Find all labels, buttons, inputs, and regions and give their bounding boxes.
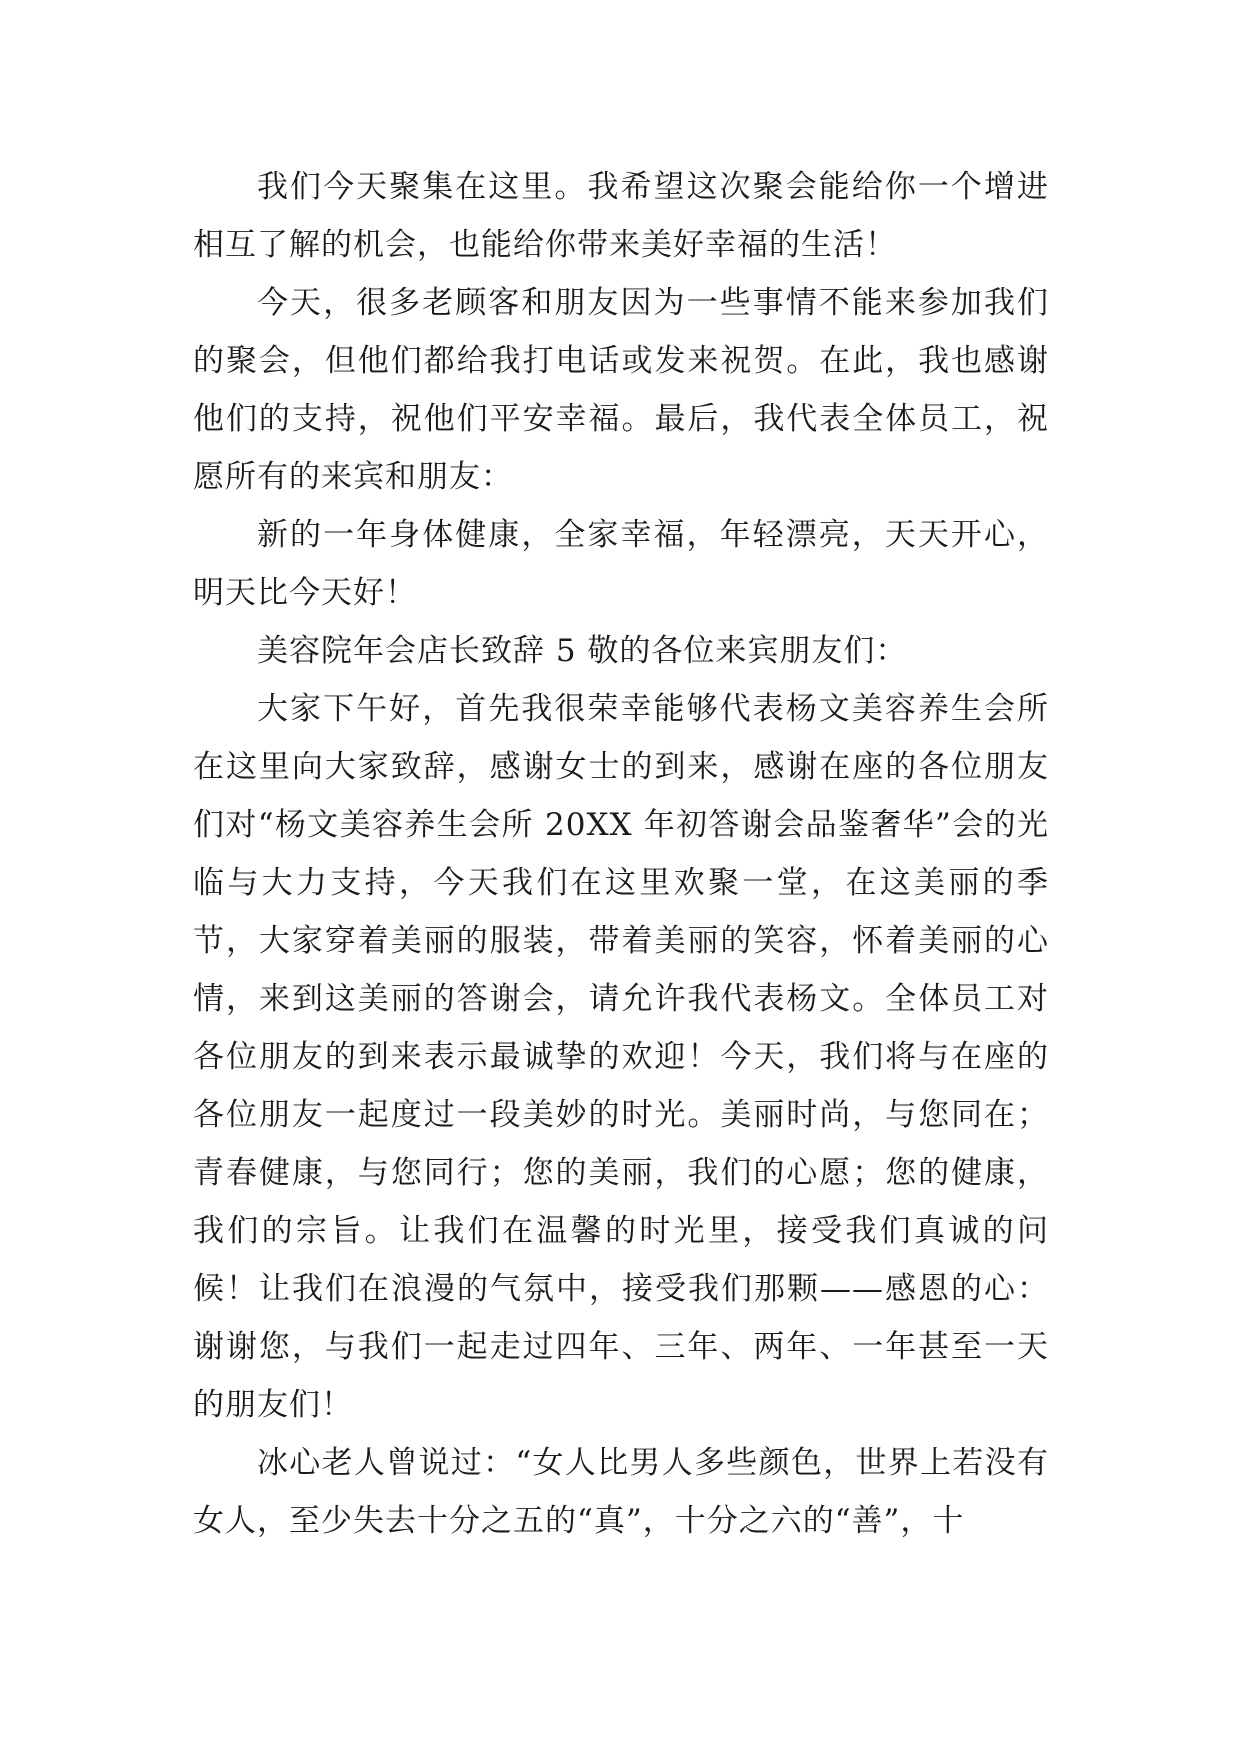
paragraph-gathering: 我们今天聚集在这里。我希望这次聚会能给你一个增进相互了解的机会，也能给你带来美好幸福的生活！	[193, 169, 1049, 263]
paragraph-welcome-speech: 大家下午好，首先我很荣幸能够代表杨文美容养生会所在这里向大家致辞，感谢女士的到来，感谢在座的各位朋友们对“杨文美容养生会所 20XX 年初答谢会品鉴奢华”会的光临与大力支持，今天我们在这里欢聚一堂，在这美丽的季节，大家穿着美丽的服装，带着美丽的笑容，怀着美丽的心情，来到这美丽的答谢会，请允许我代表杨文。全体员工对各位朋友的到来表示最诚挚的欢迎！今天，我们将与在座的各位朋友一起度过一段美妙的时光。美丽时尚，与您同在；青春健康，与您同行；您的美丽，我们的心愿；您的健康，我们的宗旨。让我们在温馨的时光里，接受我们真诚的问候！让我们在浪漫的气氛中，接受我们那颗——感恩的心：谢谢您，与我们一起走过四年、三年、两年、一年甚至一天的朋友们！	[193, 691, 1049, 1423]
paragraph-new-year-wishes: 新的一年身体健康，全家幸福，年轻漂亮，天天开心，明天比今天好！	[193, 517, 1049, 611]
document-body	[193, 158, 1049, 1550]
paragraph-bingxin-quote: 冰心老人曾说过：“女人比男人多些颜色，世界上若没有女人，至少失去十分之五的“真”，十分之六的“善”，十	[193, 1445, 1049, 1539]
paragraph-absent-guests: 今天，很多老顾客和朋友因为一些事情不能来参加我们的聚会，但他们都给我打电话或发来祝贺。在此，我也感谢他们的支持，祝他们平安幸福。最后，我代表全体员工，祝愿所有的来宾和朋友：	[193, 285, 1049, 495]
paragraph-speech-heading: 美容院年会店长致辞 5 敬的各位来宾朋友们：	[257, 633, 908, 669]
